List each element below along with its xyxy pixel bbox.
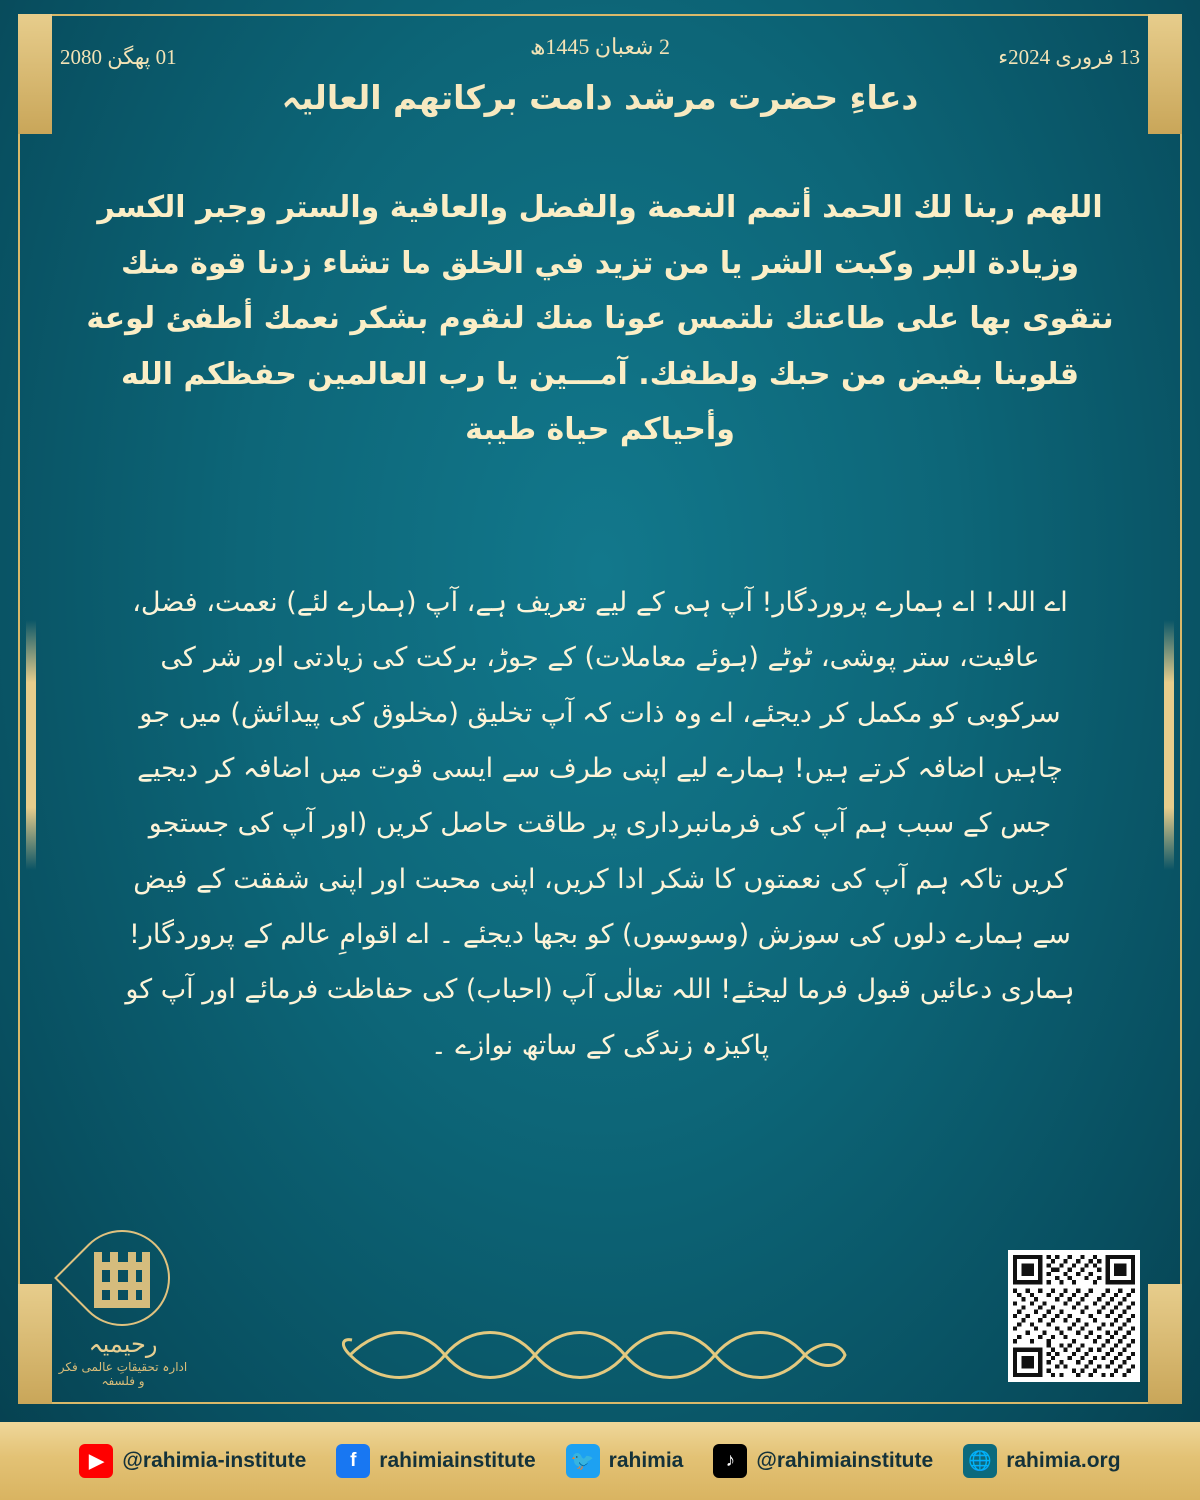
flourish-ornament: [340, 1320, 860, 1390]
social-handle-twitter: rahimia: [608, 1449, 684, 1472]
social-link-youtube[interactable]: [79, 1444, 306, 1478]
corner-ornament-bottom-left: [18, 1284, 52, 1404]
website-icon: 🌐: [963, 1444, 997, 1478]
logo-name: رحیمیہ: [88, 1330, 158, 1358]
date-gregorian: 13 فروری 2024ء: [998, 45, 1140, 69]
rahimia-logo: [58, 1230, 188, 1390]
edge-accent-right: [1164, 620, 1174, 870]
social-handle-facebook: rahimiainstitute: [379, 1449, 536, 1472]
qr-code[interactable]: [1008, 1250, 1140, 1382]
arabic-dua-text: اللهم ربنا لك الحمد أتمم النعمة والفضل والعافية والستر وجبر الكسر وزيادة البر وكبت الشر يا من تزيد في الخلق ما تشاء زدنا قوة منك نتقوى بها على طاعتك نلتمس عونا منك لنقوم بشكر نعمك أطفئ لوعة قلوبنا بفيض من حبك ولطفك. آمـــين يا رب العالمين حفظكم الله وأحياكم حياة طيبة: [86, 190, 1114, 447]
social-link-facebook[interactable]: [336, 1444, 535, 1478]
twitter-icon: 🐦: [566, 1444, 600, 1478]
edge-accent-left: [26, 620, 36, 870]
social-links-bar: [0, 1422, 1200, 1500]
page-title: دعاءِ حضرت مرشد دامت برکاتهم العالیہ: [281, 78, 919, 117]
date-hijri: 2 شعبان 1445ھ: [530, 34, 670, 59]
date-bikrami: 01 پھگن 2080: [60, 45, 177, 69]
social-handle-tiktok: @rahimiainstitute: [756, 1449, 934, 1472]
social-link-website[interactable]: [963, 1444, 1120, 1478]
tiktok-icon: ♪: [713, 1444, 747, 1478]
social-link-tiktok[interactable]: [713, 1444, 933, 1478]
logo-subname: ادارہ تحقیقاتِ عالمی فکر و فلسفہ: [58, 1360, 188, 1388]
logo-kufic-icon: [94, 1252, 150, 1308]
facebook-icon: f: [336, 1444, 370, 1478]
social-handle-website: rahimia.org: [1006, 1449, 1121, 1472]
corner-ornament-bottom-right: [1148, 1284, 1182, 1404]
social-link-twitter[interactable]: [566, 1444, 684, 1478]
urdu-translation-text: اے اللہ! اے ہمارے پروردگار! آپ ہی کے لیے تعریف ہے، آپ (ہمارے لئے) نعمت، فضل، عافیت، ستر پوشی، ٹوٹے (ہوئے معاملات) کے جوڑ، برکت کی زیادتی اور شر کی سرکوبی کو مکمل کر دیجئے، اے وہ ذات کہ آپ تخلیق (مخلوق کی پیدائش) میں جو چاہیں اضافہ کرتے ہیں! ہمارے لیے اپنی طرف سے ایسی قوت میں اضافہ کر دیجیے جس کے سبب ہم آپ کی فرمانبرداری پر طاقت حاصل کریں (اور آپ کی جستجو کریں تاکہ ہم آپ کی نعمتوں کا شکر ادا کریں، اپنی محبت اور اپنی شفقت کے فیض سے ہمارے دلوں کی سوزش (وسوسوں) کو بجھا دیجئے ۔ اے اقوامِ عالم کے پروردگار! ہماری دعائیں قبول فرما لیجئے! اللہ تعالٰی آپ (احباب) کی حفاظت فرمائے اور آپ کو پاکیزہ زندگی کے ساتھ نوازے ۔: [125, 587, 1075, 1061]
social-handle-youtube: @rahimia-institute: [122, 1449, 307, 1472]
youtube-icon: ▶: [79, 1444, 113, 1478]
